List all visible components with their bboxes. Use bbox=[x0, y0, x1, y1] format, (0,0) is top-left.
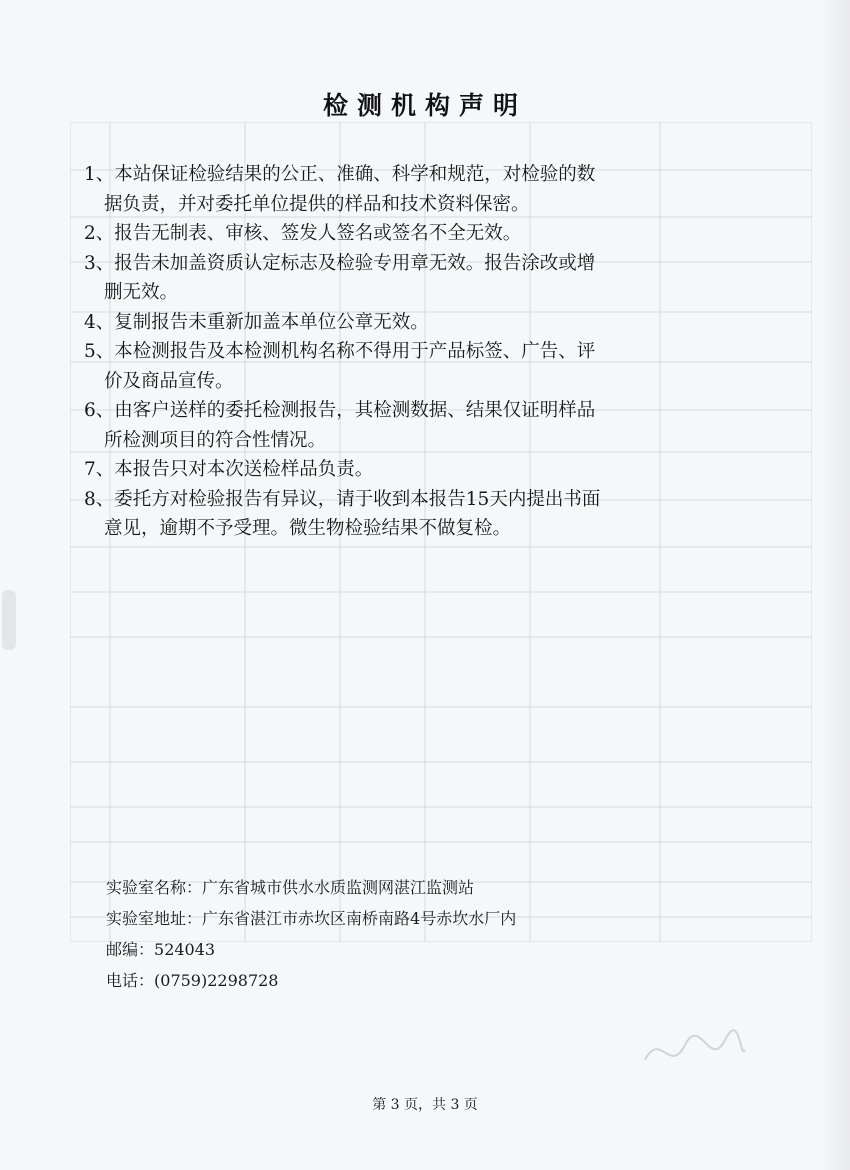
page-title: 检测机构声明 bbox=[322, 91, 527, 120]
statement-list bbox=[84, 160, 724, 544]
statement-line: 2、报告无制表、审核、签发人签名或签名不全无效。 bbox=[84, 223, 522, 244]
lab-address: 广东省湛江市赤坎区南桥南路4号赤坎水厂内 bbox=[202, 909, 517, 928]
statement-line: 4、复制报告未重新加盖本单位公章无效。 bbox=[84, 311, 429, 333]
statement-line: 1、本站保证检验结果的公正、准确、科学和规范，对检验的数 bbox=[84, 164, 596, 185]
statement-item bbox=[84, 219, 724, 249]
statement-item bbox=[84, 249, 724, 308]
statement-continuation: 意见，逾期不予受理。微生物检验结果不做复检。 bbox=[104, 518, 512, 539]
lab-postcode-row bbox=[106, 934, 516, 965]
lab-postcode-label: 邮编： bbox=[106, 940, 155, 959]
statement-item bbox=[84, 337, 724, 396]
statement-line: 5、本检测报告及本检测机构名称不得用于产品标签、广告、评 bbox=[84, 341, 596, 362]
statement-continuation: 删无效。 bbox=[104, 282, 179, 303]
scan-margin-mark bbox=[2, 590, 16, 650]
bleed-through-signature bbox=[640, 1020, 750, 1080]
statement-item bbox=[84, 308, 724, 338]
statement-line: 3、报告未加盖资质认定标志及检验专用章无效。报告涂改或增 bbox=[84, 252, 596, 274]
lab-postcode: 524043 bbox=[154, 940, 216, 959]
page-number: 第 3 页，共 3 页 bbox=[372, 1097, 478, 1113]
statement-continuation: 价及商品宣传。 bbox=[104, 370, 234, 392]
lab-name-label: 实验室名称： bbox=[106, 878, 203, 897]
lab-phone: (0759)2298728 bbox=[154, 971, 279, 990]
statement-item bbox=[84, 160, 724, 219]
scan-edge-shadow bbox=[822, 0, 850, 1170]
statement-line: 6、由客户送样的委托检测报告，其检测数据、结果仅证明样品 bbox=[84, 400, 596, 421]
statement-continuation: 所检测项目的符合性情况。 bbox=[104, 429, 327, 451]
statement-item bbox=[84, 485, 724, 544]
lab-phone-label: 电话： bbox=[106, 971, 155, 990]
lab-address-row bbox=[106, 903, 516, 934]
statement-item bbox=[84, 455, 724, 485]
lab-name-row bbox=[106, 872, 516, 903]
statement-continuation: 据负责，并对委托单位提供的样品和技术资料保密。 bbox=[104, 193, 530, 215]
lab-name: 广东省城市供水水质监测网湛江监测站 bbox=[202, 878, 475, 897]
statement-line: 8、委托方对检验报告有异议，请于收到本报告15天内提出书面 bbox=[84, 488, 601, 510]
statement-item bbox=[84, 396, 724, 455]
lab-phone-row bbox=[106, 965, 516, 996]
statement-line: 7、本报告只对本次送检样品负责。 bbox=[84, 459, 374, 480]
lab-info bbox=[106, 872, 516, 996]
lab-address-label: 实验室地址： bbox=[106, 909, 203, 928]
